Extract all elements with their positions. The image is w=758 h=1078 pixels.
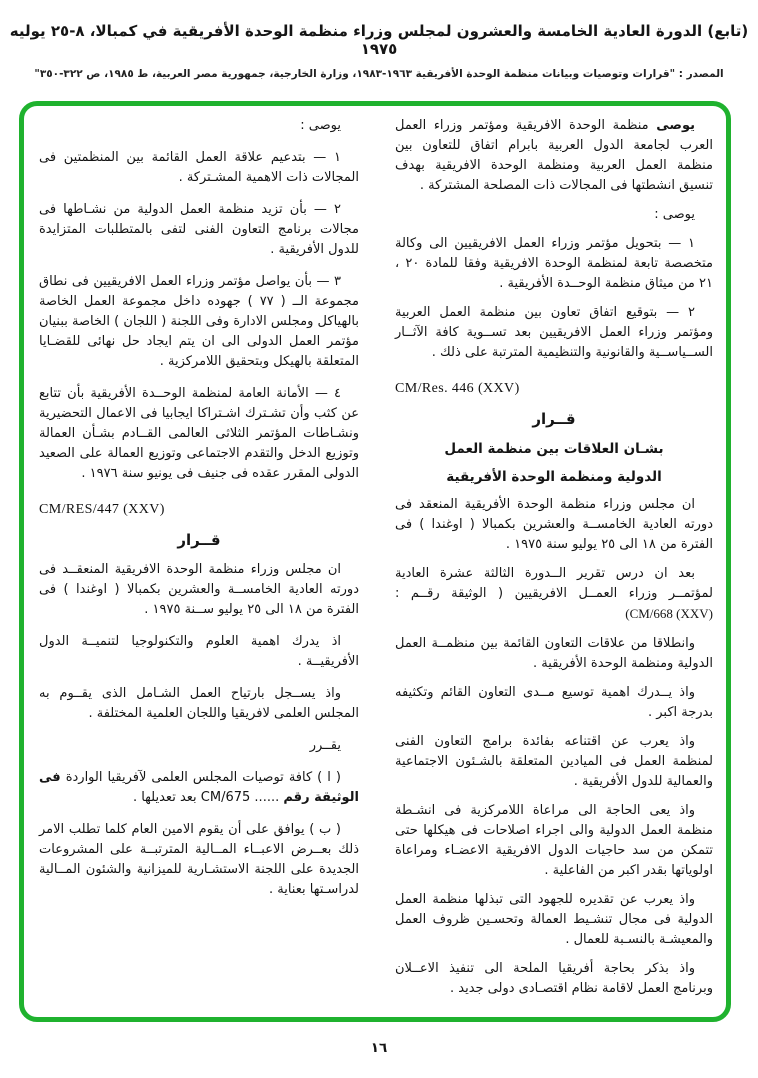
resolution-title: قــرار <box>177 531 221 549</box>
source-line: المصدر : "قرارات وتوصيات وبيانات منظمة الوحدة الأفريقية ١٩٦٣-١٩٨٣، وزارة الخارجية، جمهورية مصر العربية، ط ١٩٨٥، ص ٣٢٢-٣٥٠" <box>34 68 724 80</box>
paragraph-science: اذ يدرك اهمية العلوم والتكنولوجيا لتنميــة الدول الأفريقيــة . <box>39 634 359 669</box>
resolution-subtitle-line1: بشـان العلاقات بين منظمة العمل <box>444 441 664 457</box>
item-a-doc-ref: ...... CM/675 بعد تعديلها . <box>132 790 284 805</box>
green-border-frame <box>19 101 731 1022</box>
numbered-item-1: ١ — بتدعيم علاقة العمل القائمة بين المنظمتين فى المجالات ذات الاهمية المشـتركة . <box>39 150 359 185</box>
resolution-number-446: CM/Res. 446 (XXV) <box>395 381 520 396</box>
intro-lead-word: يوصى <box>656 118 695 133</box>
paragraph-technical: واذ يعرب عن اقتناعه بفائدة برامج التعاون الفنى لمنظمة العمل فى الميادين المتعلقة بالشـئون الاجتماعية والعمالية للدول الأفريقية . <box>395 734 713 789</box>
session-title: (تابع) الدورة العادية الخامسة والعشرون لمجلس وزراء منظمة الوحدة الأفريقية في كمبالا، ٨-٢٥ يوليه ١٩٧٥ <box>9 22 749 58</box>
paragraph-report <box>395 564 713 625</box>
recommends-line: يوصى : <box>654 207 695 222</box>
numbered-item-3: ٣ — بأن يواصل مؤتمر وزراء العمل الافريقيين فى نطاق مجموعة الــ ( ٧٧ ) جهوده داخل مجموعة العمل الخاصة بالهياكل ومجلس الادارة وفى اللجنة ( اللجان ) الخاصة ببنيان مؤتمر العمل الدولى الى ان يتم ايجاد حل نهائى للقضـايا المتعلقة بالهيكل وبتحقيق اللامركزية . <box>39 274 359 369</box>
column-right <box>395 116 713 1008</box>
resolution-subtitle-line2: الدولية ومنظمة الوحدة الأفريقية <box>446 469 662 485</box>
report-text: بعد ان درس تقرير الــدورة الثالثة عشرة العادية لمؤتمــر وزراء العمــل الافريقيين ( الوثيقة رقــم : <box>395 566 713 601</box>
lettered-item-a <box>39 768 359 808</box>
paragraph-scientific-council: واذ يســجل بارتياح العمل الشـامل الذى يقــوم به المجلس العلمى لافريقيا واللجان العلمية المختلفة . <box>39 686 359 721</box>
numbered-item-4: ٤ — الأمانة العامة لمنظمة الوحــدة الأفريقية بأن تتابع عن كثب وأن تشـترك اشـتراكا ايجابيا فى الاعمال التحضيرية ونشـاطات المؤتمر الثلاثى العالمى القــادم بشـأن العمالة وتوزيع الدخل والتقدم الاجتماعى وتوزيع العمالة على الصعيد الدولى المقرر عقده فى جنيف فى يونيو سنة ١٩٧٦ . <box>39 386 359 481</box>
paragraph-new-economic-order: واذ بذكر بحاجة أفريقيا الملحة الى تنفيذ الاعــلان وبرنامج العمل لاقامة نظام اقتصـادى دولى جديد . <box>395 961 713 996</box>
column-left <box>39 116 359 912</box>
numbered-item-1: ١ — بتحويل مؤتمر وزراء العمل الافريقيين الى وكالة متخصصة تابعة لمنظمة الوحدة الافريقية وفقا للمادة ٢٠ ، ٢١ من ميثاق منظمة الوحــدة الأفريقية . <box>395 236 714 291</box>
numbered-item-2: ٢ — بأن تزيد منظمة العمل الدولية من نشـاطها فى مجالات برنامج التعاون الفنى لتفى بالمتطلبات المتزايدة للدول الأفريقية . <box>39 202 359 257</box>
paragraph-expand: واذ يــدرك اهمية توسيع مــدى التعاون القائم وتكثيفه بدرجة اكبر . <box>395 685 713 720</box>
page-number: ١٦ <box>370 1040 388 1056</box>
paragraph-session: ان مجلس وزراء منظمة الوحدة الافريقية المنعقــد فى دورته العادية الخامســة والعشرين بكمبالا ( اوغندا ) فى الفترة من ١٨ الى ٢٥ يوليو ســنة ١٩٧٥ . <box>39 562 359 617</box>
report-doc-ref: (CM/668 (XXV) <box>625 606 713 621</box>
paragraph-cooperation: وانطلاقا من علاقات التعاون القائمة بين منظمــة العمل الدولية ومنظمة الوحدة الأفريقية . <box>395 636 713 671</box>
numbered-item-2: ٢ — بتوقيع اتفاق تعاون بين منظمة العمل العربية ومؤتمر وزراء العمل الافريقيين بعد تســوية كافة الآثــار الســياســية والقانونية والتنظيمية المترتبة على ذلك . <box>395 305 713 360</box>
recommends-line: يوصى : <box>300 118 341 133</box>
paragraph-intro <box>395 116 713 196</box>
decides-line: يقــرر <box>309 738 341 753</box>
item-a-text: ( ا ) كافة توصيات المجلس العلمى لآفريقيا الواردة <box>60 770 341 785</box>
item-a-bold-text: فى الوثيقة رقم <box>39 770 359 805</box>
resolution-number-447: CM/RES/447 (XXV) <box>39 502 165 517</box>
resolution-title: قــرار <box>532 410 576 428</box>
intro-rest-text: منظمة الوحدة الافريقية ومؤتمر وزراء العمل العرب لجامعة الدول العربية بابرام اتفاق للتعاون بين منظمة العمل العربية ومنظمة الوحدة الافريقية بهدف تنسيق انشطتها فى المجالات ذات المصلحة المشتركة . <box>395 118 713 193</box>
page-header <box>0 22 758 80</box>
paragraph-decentralization: واذ يعى الحاجة الى مراعاة اللامركزية فى انشـطة منظمة العمل الدولية والى اجراء اصلاحات فى هيكلها حتى تتمكن من سد حاجيات الدول الافريقية الاعضـاء ومراعاة اولوياتها بقدر اكبر من الفاعلية . <box>395 803 713 878</box>
paragraph-session: ان مجلس وزراء منظمة الوحدة الأفريقية المنعقد فى دورته العادية الخامســة والعشرين بكمبالا ( اوغندا ) فى الفترة من ١٨ الى ٢٥ يوليو سنة ١٩٧٥ . <box>395 497 713 552</box>
lettered-item-b: ( ب ) يوافق على أن يقوم الامين العام كلما تطلب الامر ذلك بعــرض الاعبــاء المــالية المترتبــة على المشروعات الجديدة على اللجنة الاستشـارية للميزانية والشئون المــالية لدراسـتها بعناية . <box>39 822 359 897</box>
paragraph-appreciation: واذ يعرب عن تقديره للجهود التى تبذلها منظمة العمل الدولية فى مجال تنشـيط العمالة وتحسـين ظروف العمل والمعيشـة بالنسـبة للعمال . <box>395 892 713 947</box>
